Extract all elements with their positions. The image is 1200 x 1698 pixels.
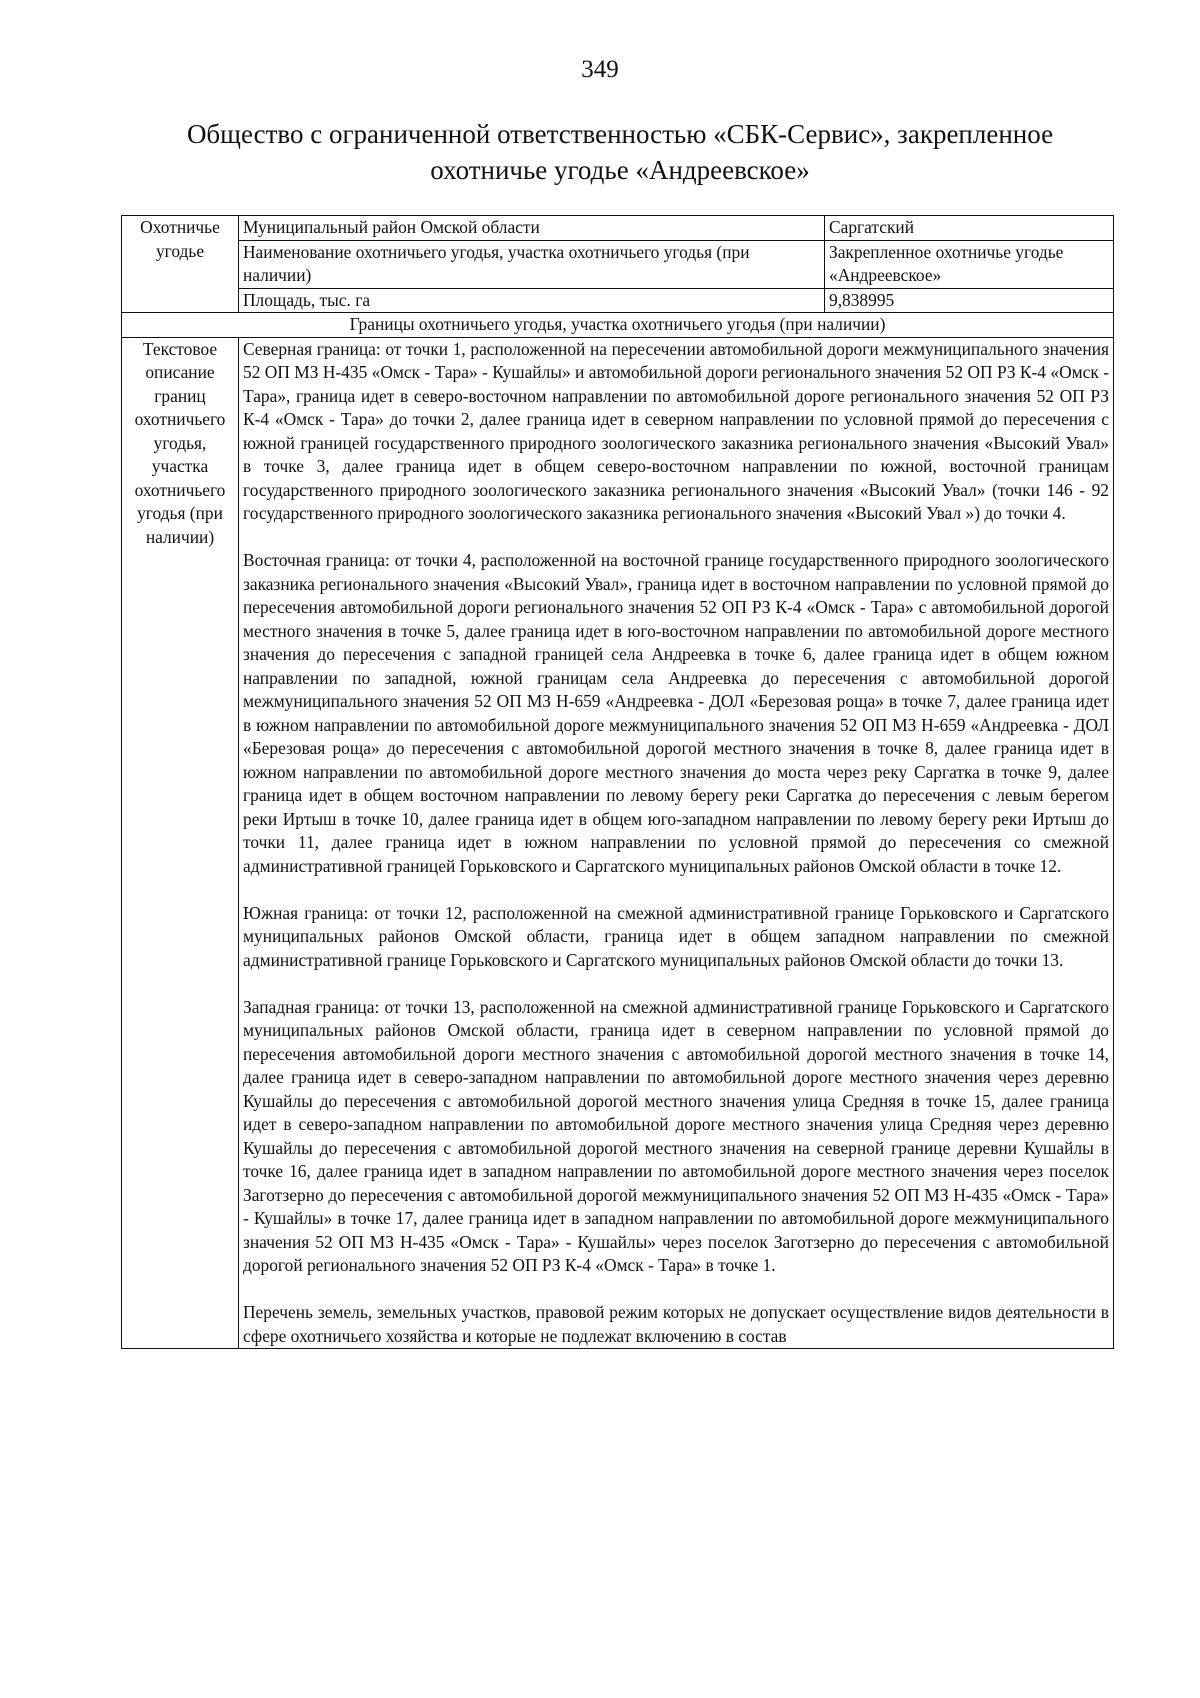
row-value-ground-name: Закрепленное охотничье угодье «Андреевское» bbox=[825, 240, 1114, 288]
table-row bbox=[122, 337, 1114, 1349]
document-title bbox=[120, 116, 1120, 188]
side-header-hunting-ground: Охотничье угодье bbox=[122, 216, 239, 313]
south-boundary-paragraph: Южная граница: от точки 12, расположенной на смежной административной границе Горьковского и Саргатского муниципальных районов Омской области, граница идет в общем западном направлении по смежной административной границе Горьковского и Саргатского муниципальных районов Омской области до точки 13. bbox=[243, 902, 1109, 970]
table-row bbox=[122, 216, 1114, 241]
east-boundary-paragraph: Восточная граница: от точки 4, расположенной на восточной границе государственного природного зоологического заказника регионального значения «Высокий Увал», граница идет в восточном направлении по условной прямой до пересечения автомобильной дороги регионального значения 52 ОП РЗ К-4 «Омск - Тара» с автомобильной дорогой местного значения в точке 5, далее граница идет в юго-восточном направлении по автомобильной дороге местного значения до пересечения с западной границей села Андреевка в точке 6, далее граница идет в общем южном направлении по западной, южной границам села Андреевка до пересечения с автомобильной дорогой межмуниципального значения 52 ОП МЗ Н-659 «Андреевка - ДОЛ «Березовая роща» в точке 7, далее граница идет в южном направлении по автомобильной дороге межмуниципального значения 52 ОП МЗ Н-659 «Андреевка - ДОЛ «Березовая роща» до пересечения с автомобильной дорогой местного значения в точке 8, далее граница идет в южном направлении по автомобильной дороге местного значения до моста через реку Саргатка в точке 9, далее граница идет в общем восточном направлении по левому берегу реки Саргатка до пересечения с левым берегом реки Иртыш в точке 10, далее граница идет в общем юго-западном направлении по левому берегу реки Иртыш до точки 11, далее граница идет в южном направлении по условной прямой до пересечения со смежной административной границей Горьковского и Саргатского муниципальных районов Омской области в точке 12. bbox=[243, 550, 1109, 876]
table-row bbox=[122, 313, 1114, 338]
table-row bbox=[122, 240, 1114, 288]
row-label-district: Муниципальный район Омской области bbox=[239, 216, 825, 241]
excluded-lands-paragraph: Перечень земель, земельных участков, правовой режим которых не допускает осуществление видов деятельности в сфере охотничьего хозяйства и которые не подлежат включению в состав bbox=[243, 1302, 1109, 1346]
side-header-boundary-description: Текстовое описание границ охотничьего угодья, участка охотничьего угодья (при наличии) bbox=[122, 337, 239, 1349]
document-title-line-2: охотничье угодье «Андреевское» bbox=[430, 155, 810, 185]
document-title-line-1: Общество с ограниченной ответственностью «СБК-Сервис», закрепленное bbox=[186, 119, 1054, 149]
row-label-area: Площадь, тыс. га bbox=[239, 288, 825, 313]
hunting-ground-table bbox=[121, 215, 1114, 1349]
west-boundary-paragraph: Западная граница: от точки 13, расположенной на смежной административной границе Горьковского и Саргатского муниципальных районов Омской области, граница идет в северном направлении по условной прямой до пересечения автомобильной дороги местного значения с автомобильной дорогой местного значения в точке 14, далее граница идет в северо-западном направлении по автомобильной дороге местного значения через деревню Кушайлы до пересечения с автомобильной дорогой местного значения улица Средняя в точке 15, далее граница идет в северо-западном направлении по автомобильной дороге местного значения улица Средняя через деревню Кушайлы до пересечения с автомобильной дорогой местного значения на северной границе деревни Кушайлы в точке 16, далее граница идет в западном направлении по автомобильной дороге местного значения через поселок Заготзерно до пересечения с автомобильной дорогой межмуниципального значения 52 ОП МЗ Н-435 «Омск - Тара» - Кушайлы» в точке 17, далее граница идет в западном направлении по автомобильной дороге межмуниципального значения 52 ОП МЗ Н-435 «Омск - Тара» - Кушайлы» через поселок Заготзерно до пересечения с автомобильной дорогой регионального значения 52 ОП РЗ К-4 «Омск - Тара» в точке 1. bbox=[243, 996, 1109, 1275]
table-row bbox=[122, 288, 1114, 313]
page-number: 349 bbox=[581, 56, 619, 83]
row-label-ground-name: Наименование охотничьего угодья, участка охотничьего угодья (при наличии) bbox=[239, 240, 825, 288]
boundary-description bbox=[239, 337, 1114, 1349]
north-boundary-paragraph: Северная граница: от точки 1, расположенной на пересечении автомобильной дороги межмуниципального значения 52 ОП МЗ Н-435 «Омск - Тара» - Кушайлы» и автомобильной дороги регионального значения 52 ОП РЗ К-4 «Омск - Тара», граница идет в северо-восточном направлении по автомобильной дороге регионального значения 52 ОП РЗ К-4 «Омск - Тара» до точки 2, далее граница идет в северном направлении по условной прямой до пересечения с южной границей государственного природного зоологического заказника регионального значения «Высокий Увал» в точке 3, далее граница идет в общем северо-восточном направлении по южной, восточной границам государственного природного зоологического заказника регионального значения «Высокий Увал» (точки 146 - 92 государственного природного зоологического заказника регионального значения «Высокий Увал ») до точки 4. bbox=[243, 338, 1109, 523]
row-value-district: Саргатский bbox=[825, 216, 1114, 241]
boundaries-header: Границы охотничьего угодья, участка охотничьего угодья (при наличии) bbox=[122, 313, 1114, 338]
row-value-area: 9,838995 bbox=[825, 288, 1114, 313]
